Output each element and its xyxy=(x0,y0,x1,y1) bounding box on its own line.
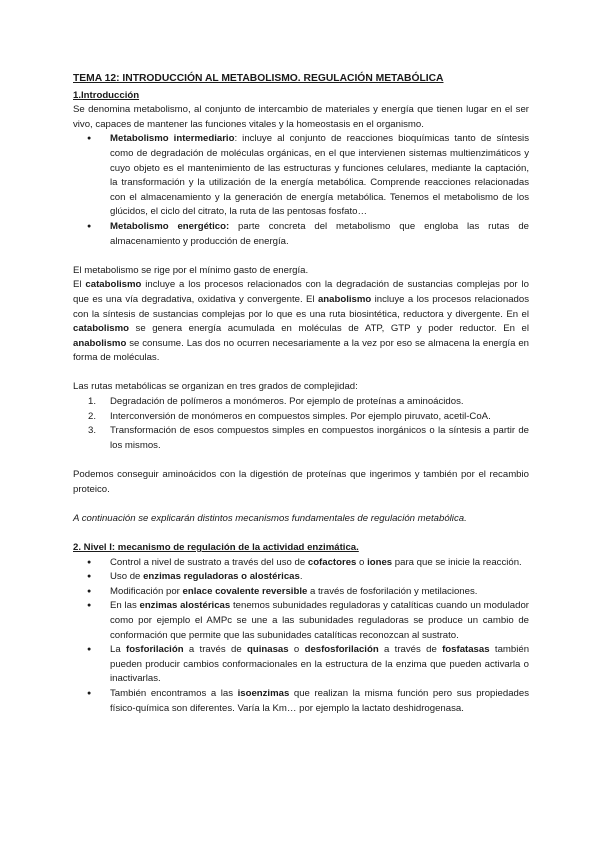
list-item: ● Uso de enzimas reguladoras o alostéricas. xyxy=(110,570,529,585)
complexity-list xyxy=(73,395,529,453)
intro-paragraph: Se denomina metabolismo, al conjunto de intercambio de materiales y energía que tienen lugar en el ser vivo, capaces de mantener las funciones vitales y la homeostasis en el organismo. xyxy=(73,104,529,130)
list-item: ● Metabolismo energético: parte concreta del metabolismo que engloba las rutas de almacenamiento y producción de energía. xyxy=(110,220,529,249)
list-item: ● Metabolismo intermediario: incluye al conjunto de reacciones bioquímicas tanto de síntesis como de degradación de moléculas orgánicas, en el que intervienen sistemas multienzimáticos y cuyo objeto es el mantenimiento de las estructuras y funciones celulares, mediante la captación, la transformación y la utilización de la energía metabólica. Comprende reacciones relacionadas con el almacenamiento y la generación de energía metabólica. Tenemos el metabolismo de los glúcidos, el ciclo del citrato, la ruta de las pentosas fosfato… xyxy=(110,132,529,220)
list-item: ● También encontramos a las isoenzimas que realizan la misma función pero sus propiedades físico-química son diferentes. Varía la Km… por ejemplo la lactato deshidrogenasa. xyxy=(110,687,529,716)
list-item: ● En las enzimas alostéricas tenemos subunidades reguladoras y catalíticas cuando un modulador como por ejemplo el AMPc se une a las subunidades reguladoras se produce un cambio de conformación que permite que las subunidades catalíticas reconozcan al sustrato. xyxy=(110,599,529,643)
list-item: ● La fosforilación a través de quinasas o desfosforilación a través de fosfatasas también pueden producir cambios conformacionales en la estructura de la enzima que pueden activarla o inactivarlas. xyxy=(110,643,529,687)
document-title: TEMA 12: INTRODUCCIÓN AL METABOLISMO. REGULACIÓN METABÓLICA xyxy=(73,73,444,84)
document-page xyxy=(73,72,529,716)
spacer xyxy=(73,497,529,512)
metabolism-types-list xyxy=(73,132,529,249)
term: Metabolismo intermediario xyxy=(110,133,235,145)
transition-paragraph: A continuación se explicarán distintos mecanismos fundamentales de regulación metabólica. xyxy=(73,512,467,524)
section-2-heading: 2. Nivel I: mecanismo de regulación de la actividad enzimática. xyxy=(73,542,359,553)
spacer xyxy=(73,249,529,264)
list-item: ● Control a nivel de sustrato a través del uso de cofactores o iones para que se inicie la reacción. xyxy=(110,556,529,571)
list-item: 1. Degradación de polímeros a monómeros. Por ejemplo de proteínas a aminoácidos. xyxy=(88,396,464,408)
list-item: ● Modificación por enlace covalente reversible a través de fosforilación y metilaciones. xyxy=(110,585,529,600)
term: Metabolismo energético: xyxy=(110,220,230,232)
list-item: 3. Transformación de esos compuestos simples en compuestos inorgánicos o la síntesis a partir de los mismos. xyxy=(88,425,529,451)
energy-paragraph: El metabolismo se rige por el mínimo gasto de energía. xyxy=(73,264,309,276)
spacer xyxy=(73,526,529,541)
spacer xyxy=(73,366,529,381)
list-item: 2. Interconversión de monómeros en compuestos simples. Por ejemplo piruvato, acetil-CoA. xyxy=(88,410,491,422)
spacer xyxy=(73,453,529,468)
regulation-list xyxy=(73,556,529,717)
routes-paragraph: Las rutas metabólicas se organizan en tres grados de complejidad: xyxy=(73,381,358,393)
section-1-heading: 1.Introducción xyxy=(73,89,140,101)
amino-acids-paragraph: Podemos conseguir aminoácidos con la digestión de proteínas que ingerimos y también por el recambio proteico. xyxy=(73,469,529,495)
catabolism-paragraph: El catabolismo incluye a los procesos relacionados con la degradación de sustancias complejas por lo que es una vía degradativa, oxidativa y convergente. El anabolismo incluye a los procesos relacionados con la síntesis de sustancias complejas por lo que es una ruta biosintética, reductora y divergente. En el catabolismo se genera energía acumulada en moléculas de ATP, GTP y poder reductor. En el anabolismo se consume. Las dos no ocurren necesariamente a la vez por eso se almacena la energía en forma de moléculas. xyxy=(73,279,529,364)
